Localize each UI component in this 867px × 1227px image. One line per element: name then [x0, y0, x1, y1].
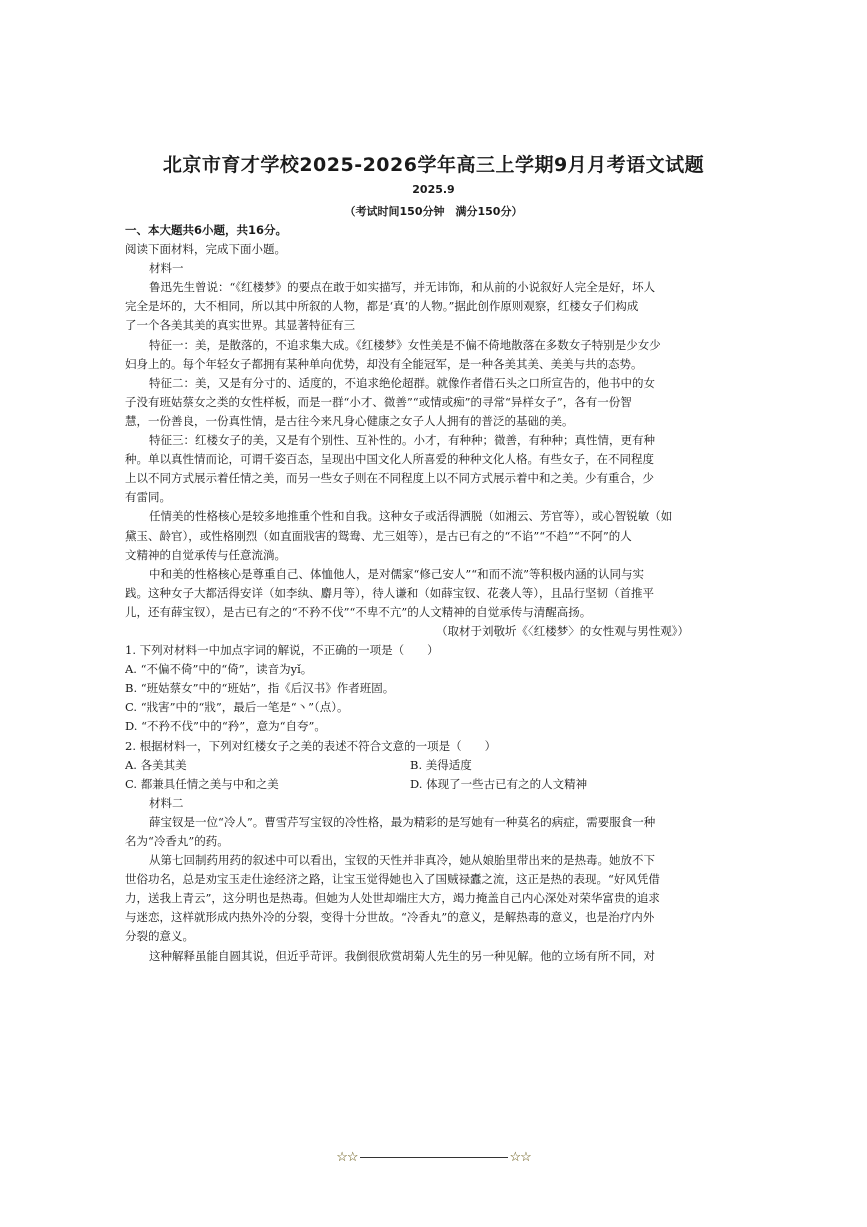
- paragraph-line: 儿，还有薛宝钗），是古已有之的“不矜不伐”“不卑不亢”的人文精神的自觉承传与清醒高扬。: [125, 604, 592, 619]
- question-1-option-c: C. “戕害”中的“戕”，最后一笔是“丶”（点）。: [125, 700, 349, 715]
- paragraph-line: 妇身上的。每个年轻女子都拥有某种单向优势，却没有全能冠军，是一种各美其美、美美与共的态势。: [125, 356, 643, 371]
- paragraph-line: 特征三：红楼女子的美，又是有个别性、互补性的。小才，有种种；微善，有种种；真性情，更有种: [149, 433, 655, 448]
- question-2-options-row-2: [125, 775, 695, 794]
- paragraph-line: 慧，一份善良，一份真性情，是古往今来凡身心健康之女子人人拥有的普泛的基础的美。: [125, 413, 574, 428]
- source-citation: （取材于刘敬圻《〈红楼梦〉的女性观与男性观》）: [436, 623, 689, 638]
- paragraph-line: 与迷恋，这样就形成内热外冷的分裂，变得十分世故。“冷香丸”的意义，是解热毒的意义，也是治疗内外: [125, 910, 655, 925]
- star-icon: ☆☆: [336, 1150, 358, 1165]
- paragraph-line: 这种解释虽能自圆其说，但近乎苛评。我倒很欣赏胡菊人先生的另一种见解。他的立场有所不同，对: [149, 948, 655, 963]
- exam-title: 北京市育才学校2025-2026学年高三上学期9月月考语文试题: [162, 154, 705, 176]
- paragraph-line: 力，送我上青云”，这分明也是热毒。但她为人处世却端庄大方，竭力掩盖自己内心深处对荣华富贵的追求: [125, 891, 660, 906]
- exam-date: 2025.9: [412, 183, 455, 196]
- paragraph-line: 名为“冷香丸”的药。: [125, 834, 229, 848]
- paragraph-line: 黛玉、龄官），或性格刚烈（如直面戕害的鸳鸯、尤三姐等），是古已有之的“不谄”“不趋”“不阿”的人: [125, 528, 632, 543]
- page-footer: [0, 1150, 867, 1165]
- paragraph-line: 特征一：美，是散落的，不追求集大成。《红楼梦》女性美是不偏不倚地散落在多数女子特别是少女少: [149, 337, 661, 352]
- footer-rule: [360, 1157, 508, 1158]
- reading-instruction: 阅读下面材料，完成下面小题。: [125, 242, 286, 257]
- question-2-option-a: A. 各美其美: [125, 757, 187, 772]
- question-2-stem: 2. 根据材料一，下列对红楼女子之美的表述不符合文意的一项是（ ）: [125, 738, 497, 753]
- paragraph-line: 中和美的性格核心是尊重自己、体恤他人，是对儒家“修己安人”“和而不流”等积极内涵的认同与实: [149, 566, 645, 581]
- paragraph-line: 了一个各美其美的真实世界。其显著特征有三: [125, 318, 355, 333]
- paragraph-line: 任情美的性格核心是较多地推重个性和自我。这种女子或活得洒脱（如湘云、芳官等），或心智锐敏（如: [149, 509, 673, 524]
- paragraph-line: 文精神的自觉承传与任意流淌。: [125, 547, 286, 562]
- section-heading: 一、本大题共6小题，共16分。: [125, 223, 288, 237]
- paragraph-line: 上以不同方式展示着任情之美，而另一些女子则在不同程度上以不同方式展示着中和之美。少有重合，少: [125, 471, 654, 486]
- question-1-option-b: B. “班姑蔡女”中的“班姑”，指《后汉书》作者班固。: [125, 681, 395, 696]
- exam-time-score: （考试时间150分钟 满分150分）: [344, 205, 523, 218]
- paragraph-line: 特征二：美，又是有分寸的、适度的，不追求绝伦超群。就像作者借石头之口所宣告的，他书中的女: [149, 375, 655, 390]
- paragraph-line: 从第七回制药用药的叙述中可以看出，宝钗的天性并非真冷，她从娘胎里带出来的是热毒。她放不下: [149, 853, 655, 868]
- question-2-option-c: C. 都兼具任情之美与中和之美: [125, 776, 279, 791]
- question-2-option-d: D. 体现了一些古已有之的人文精神: [410, 776, 588, 791]
- exam-content: [125, 221, 695, 966]
- question-2-options-row-1: [125, 756, 695, 775]
- paragraph-line: 子没有班姑蔡女之类的女性样板，而是一群“小才、微善”“或情或痴”的寻常“异样女子”，各有一份智: [125, 394, 632, 409]
- star-icon: ☆☆: [509, 1150, 531, 1165]
- question-2-option-b: B. 美得适度: [410, 757, 472, 772]
- material-1-label: 材料一: [149, 261, 184, 276]
- paragraph-line: 分裂的意义。: [125, 929, 194, 944]
- paragraph-line: 鲁迅先生曾说：“《红楼梦》的要点在敢于如实描写，并无讳饰，和从前的小说叙好人完全是好，坏人: [149, 280, 656, 295]
- question-1-option-a: A. “不偏不倚”中的“倚”，读音为yǐ。: [125, 662, 313, 677]
- paragraph-line: 世俗功名，总是劝宝玉走仕途经济之路，让宝玉觉得她也入了国贼禄蠹之流，这正是热的表现。“好风凭借: [125, 872, 660, 887]
- material-2-label: 材料二: [149, 795, 184, 810]
- paragraph-line: 有雷同。: [125, 490, 171, 505]
- question-1-stem: 1. 下列对材料一中加点字词的解说，不正确的一项是（ ）: [125, 643, 439, 658]
- question-1-option-d: D. “不矜不伐”中的“矜”，意为“自夸”。: [125, 719, 326, 734]
- paragraph-line: 完全是坏的，大不相同，所以其中所叙的人物，都是‘真’的人物。”据此创作原则观察，红楼女子们构成: [125, 299, 639, 314]
- paragraph-line: 薛宝钗是一位“冷人”。曹雪芹写宝钗的冷性格，最为精彩的是写她有一种莫名的病症，需要服食一种: [149, 814, 656, 829]
- paragraph-line: 种。单以真性情而论，可谓千姿百态，呈现出中国文化人所喜爱的种种文化人格。有些女子，在不同程度: [125, 452, 654, 467]
- paragraph-line: 践。这种女子大都活得安详（如李纨、麝月等），待人谦和（如薛宝钗、花袭人等），且品行坚韧（首推平: [125, 585, 654, 600]
